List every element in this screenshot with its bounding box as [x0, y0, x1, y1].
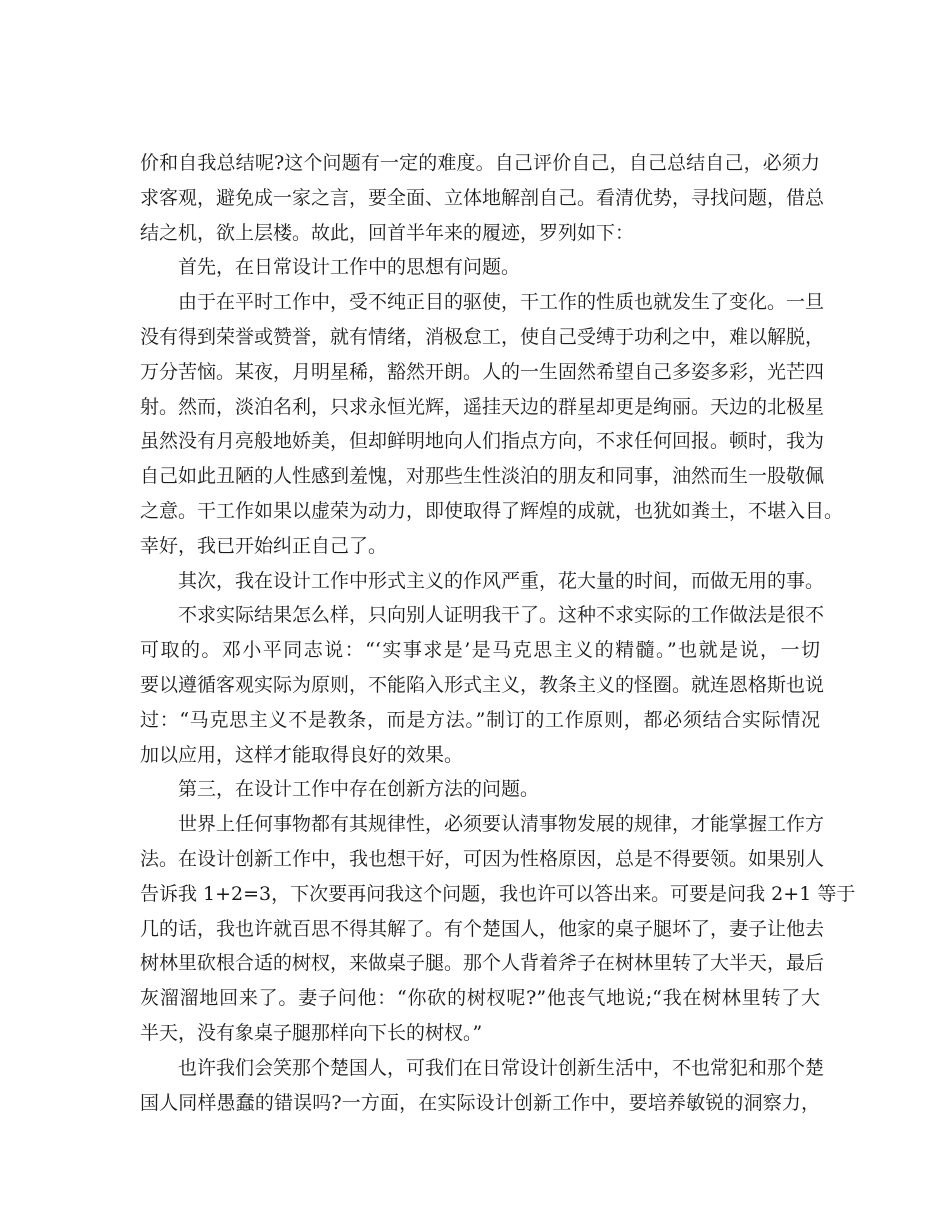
text-line: 之意。干工作如果以虚荣为动力，即使取得了辉煌的成就，也犹如粪土，不堪入目。: [140, 499, 844, 522]
text-line: 自己如此丑陋的人性感到羞愧，对那些生性淡泊的朋友和同事，油然而生一股敬佩: [140, 465, 825, 488]
text-line: 结之机，欲上层楼。故此，回首半年来的履迹，罗列如下：: [140, 221, 635, 244]
text-line: 几的话，我也许就百思不得其解了。有个楚国人，他家的桌子腿坏了，妻子让他去: [140, 917, 825, 940]
text-line: 可取的。邓小平同志说：“‘实事求是’是马克思主义的精髓。”也就是说，一切: [140, 639, 820, 662]
text-line: 也许我们会笑那个楚国人，可我们在日常设计创新生活中，不也常犯和那个楚: [178, 1056, 825, 1079]
text-line: 射。然而，淡泊名利，只求永恒光辉，遥挂天边的群星却更是绚丽。天边的北极星: [140, 395, 825, 418]
text-line: 万分苦恼。某夜，月明星稀，豁然开朗。人的一生固然希望自己多姿多彩，光芒四: [140, 360, 825, 383]
paragraph-heading: 第三，在设计工作中存在创新方法的问题。: [178, 778, 540, 801]
text-line: 价和自我总结呢?这个问题有一定的难度。自己评价自己，自己总结自己，必须力: [140, 152, 820, 174]
text-line: 国人同样愚蠢的错误吗?一方面，在实际设计创新工作中，要培养敏锐的洞察力，: [140, 1091, 820, 1114]
text-line: 没有得到荣誉或赞誉，就有情绪，消极怠工，使自己受缚于功利之中，难以解脱，: [140, 325, 825, 348]
text-line: 要以遵循客观实际为原则，不能陷入形式主义，教条主义的怪圈。就连恩格斯也说: [140, 673, 825, 696]
body-text: [140, 146, 856, 1120]
paragraph-heading: 首先，在日常设计工作中的思想有问题。: [178, 256, 521, 279]
text-line: 过：“马克思主义不是教条，而是方法。”制订的工作原则，都必须结合实际情况: [140, 708, 820, 731]
text-line: 虽然没有月亮般地娇美，但却鲜明地向人们指点方向，不求任何回报。顿时，我为: [140, 430, 825, 453]
text-line: 加以应用，这样才能取得良好的效果。: [140, 743, 464, 766]
text-line: 半天，没有象桌子腿那样向下长的树杈。”: [140, 1021, 483, 1044]
text-line: 由于在平时工作中，受不纯正目的驱使，干工作的性质也就发生了变化。一旦: [178, 291, 825, 314]
text-line: 世界上任何事物都有其规律性，必须要认清事物发展的规律，才能掌握工作方: [178, 813, 825, 836]
text-line: 法。在设计创新工作中，我也想干好，可因为性格原因，总是不得要领。如果别人: [140, 847, 825, 870]
text-line: 告诉我 1+2=3，下次要再问我这个问题，我也许可以答出来。可要是问我 2+1 等于: [140, 882, 856, 905]
text-line: 树林里砍根合适的树杈，来做桌子腿。那个人背着斧子在树林里转了大半天，最后: [140, 952, 825, 975]
paragraph-heading: 其次，我在设计工作中形式主义的作风严重，花大量的时间，而做无用的事。: [178, 569, 825, 592]
text-line: 求客观，避免成一家之言，要全面、立体地解剖自己。看清优势，寻找问题，借总: [140, 186, 825, 209]
text-line: 幸好，我已开始纠正自己了。: [140, 534, 388, 557]
text-line: 灰溜溜地回来了。妻子问他：“你砍的树杈呢?”他丧气地说;“我在树林里转了大: [140, 987, 820, 1010]
text-line: 不求实际结果怎么样，只向别人证明我干了。这种不求实际的工作做法是很不: [178, 604, 825, 627]
